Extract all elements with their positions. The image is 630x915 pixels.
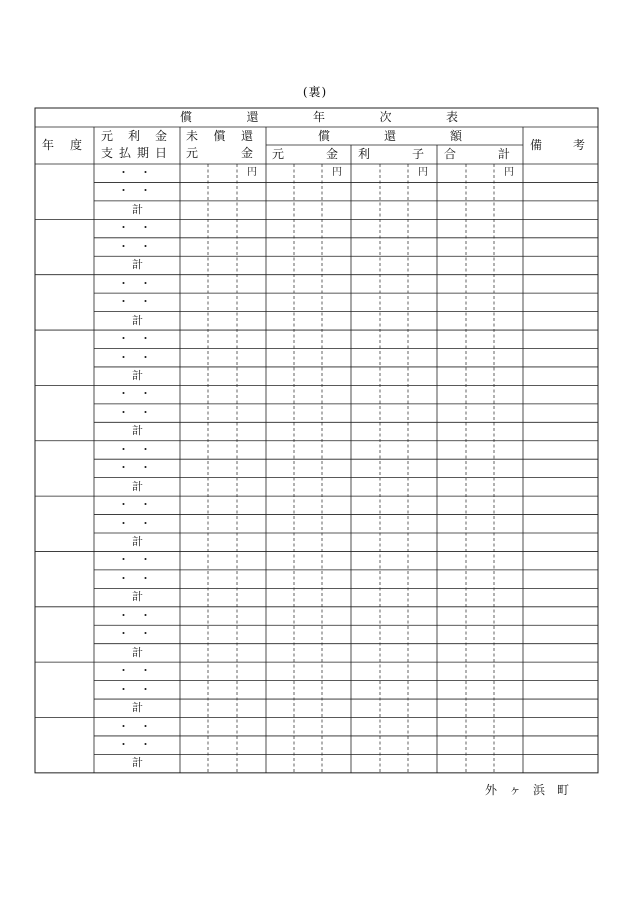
- payment-date-header-char: 金: [155, 129, 168, 143]
- payment-date-header-char: 払: [119, 146, 132, 160]
- subtotal-label: 計: [132, 202, 143, 216]
- payment-date-placeholder: ・ ・: [118, 719, 151, 733]
- payment-date-placeholder: ・ ・: [118, 553, 151, 567]
- payment-date-placeholder: ・ ・: [118, 664, 151, 678]
- subtotal-label: 計: [132, 645, 143, 659]
- interest-header-char: 子: [412, 147, 425, 161]
- subtotal-label: 計: [132, 258, 143, 272]
- payment-date-placeholder: ・ ・: [118, 276, 151, 290]
- payment-date-placeholder: ・ ・: [118, 239, 151, 253]
- payment-date-header-char: 利: [128, 129, 141, 143]
- subtotal-label: 計: [132, 701, 143, 715]
- payment-date-placeholder: ・ ・: [118, 350, 151, 364]
- unpaid-principal-header-char: 元: [186, 146, 199, 160]
- subtotal-label: 計: [132, 479, 143, 493]
- year-header-char: 度: [70, 138, 83, 152]
- payment-date-placeholder: ・ ・: [118, 221, 151, 235]
- subtotal-label: 計: [132, 313, 143, 327]
- municipality-name: 外 ヶ 浜 町: [485, 783, 570, 797]
- payment-date-placeholder: ・ ・: [118, 737, 151, 751]
- subtotal-label: 計: [132, 756, 143, 770]
- yen-unit-label: 円: [332, 167, 342, 178]
- remarks-header-char: 考: [573, 138, 586, 152]
- payment-date-placeholder: ・ ・: [118, 166, 151, 179]
- payment-date-placeholder: ・ ・: [118, 405, 151, 419]
- payment-date-placeholder: ・ ・: [118, 461, 151, 475]
- payment-date-placeholder: ・ ・: [118, 516, 151, 530]
- total-header-char: 計: [498, 147, 511, 161]
- table-title-char: 還: [246, 110, 259, 124]
- sheet-side-label: (裏): [302, 85, 328, 99]
- subtotal-label: 計: [132, 424, 143, 438]
- table-title-char: 年: [313, 110, 326, 124]
- subtotal-label: 計: [132, 590, 143, 604]
- payment-date-placeholder: ・ ・: [118, 498, 151, 512]
- subtotal-label: 計: [132, 368, 143, 382]
- year-header-char: 年: [42, 138, 55, 152]
- principal-header-char: 金: [326, 147, 339, 161]
- remarks-header-char: 備: [530, 138, 543, 152]
- repayment-amount-header-char: 償: [318, 129, 331, 143]
- principal-header-char: 元: [272, 147, 285, 161]
- yen-unit-label: 円: [504, 167, 514, 178]
- total-header-char: 合: [444, 147, 457, 161]
- unpaid-principal-header-char: 金: [241, 146, 254, 160]
- payment-date-placeholder: ・ ・: [118, 332, 151, 346]
- payment-date-placeholder: ・ ・: [118, 682, 151, 696]
- payment-date-placeholder: ・ ・: [118, 571, 151, 585]
- table-title-char: 次: [379, 110, 392, 124]
- payment-date-header-char: 元: [101, 129, 114, 143]
- payment-date-placeholder: ・ ・: [118, 627, 151, 641]
- repayment-amount-header-char: 額: [450, 129, 463, 143]
- payment-date-placeholder: ・ ・: [118, 442, 151, 456]
- table-title-char: 償: [180, 110, 193, 124]
- unpaid-principal-header-char: 償: [213, 129, 226, 143]
- payment-date-placeholder: ・ ・: [118, 608, 151, 622]
- subtotal-label: 計: [132, 535, 143, 548]
- payment-date-header-char: 支: [101, 146, 114, 160]
- table-title-char: 表: [446, 110, 459, 124]
- payment-date-header-char: 日: [155, 146, 168, 160]
- yen-unit-label: 円: [418, 167, 428, 178]
- payment-date-placeholder: ・ ・: [118, 184, 151, 198]
- payment-date-header-char: 期: [137, 146, 150, 160]
- yen-unit-label: 円: [247, 167, 257, 178]
- unpaid-principal-header-char: 還: [241, 129, 254, 143]
- unpaid-principal-header-char: 未: [186, 129, 199, 143]
- interest-header-char: 利: [358, 147, 371, 161]
- payment-date-placeholder: ・ ・: [118, 387, 151, 401]
- repayment-amount-header-char: 還: [384, 129, 397, 143]
- payment-date-placeholder: ・ ・: [118, 295, 151, 309]
